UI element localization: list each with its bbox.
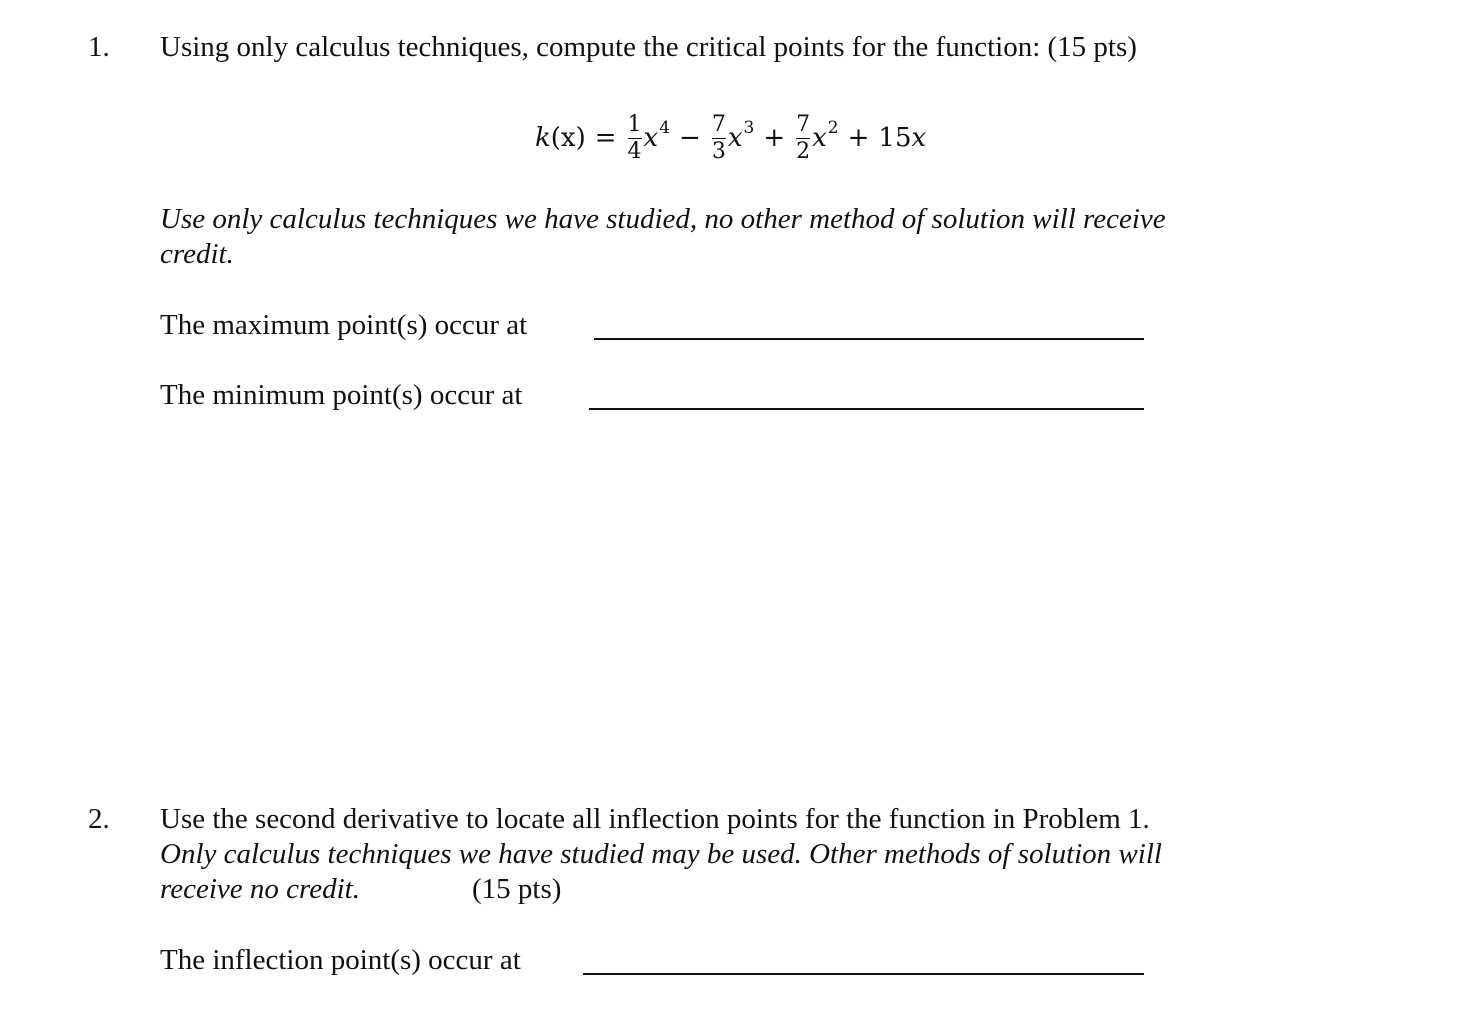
problem-2-points: (15 pts) <box>472 873 562 905</box>
maximum-label: The maximum point(s) occur at <box>160 309 528 341</box>
fraction-denominator: 3 <box>711 138 726 164</box>
problem-1-note-line-1: Use only calculus techniques we have studied, no other method of solution will receive <box>160 203 1166 235</box>
fraction-seven-thirds <box>712 113 726 162</box>
maximum-answer-line[interactable] <box>594 338 1144 340</box>
minus-sign: − <box>679 123 701 153</box>
fraction-one-quarter <box>628 113 642 162</box>
plus-sign: + <box>847 123 870 153</box>
problem-2-number: 2. <box>88 803 110 835</box>
problem-1-prompt: Using only calculus techniques, compute the critical points for the function: (15 pts) <box>160 31 1137 63</box>
function-name: k <box>535 123 551 153</box>
inflection-answer-line[interactable] <box>583 973 1144 975</box>
equals-sign: = <box>594 123 617 153</box>
problem-2-line-1: Use the second derivative to locate all inflection points for the function in Problem 1. <box>160 803 1150 835</box>
variable-x: x <box>643 123 659 153</box>
exponent: 4 <box>659 118 671 138</box>
fraction-seven-halves <box>796 113 810 162</box>
fraction-numerator: 7 <box>796 112 811 138</box>
plus-sign: + <box>763 123 786 153</box>
minimum-answer-line[interactable] <box>589 408 1144 410</box>
variable-x: x <box>911 123 927 153</box>
minimum-label: The minimum point(s) occur at <box>160 379 523 411</box>
linear-coefficient: 15 <box>878 123 912 153</box>
problem-2-line-3: receive no credit. <box>160 873 360 905</box>
function-equation <box>535 98 926 178</box>
fraction-numerator: 1 <box>627 112 642 138</box>
fraction-denominator: 2 <box>796 138 811 164</box>
exponent: 3 <box>743 118 755 138</box>
fraction-numerator: 7 <box>711 112 726 138</box>
variable-x: x <box>812 123 827 153</box>
inflection-label: The inflection point(s) occur at <box>160 944 521 976</box>
variable-x: x <box>727 123 743 153</box>
fraction-denominator: 4 <box>627 138 642 164</box>
problem-1-note-line-2: credit. <box>160 238 234 270</box>
problem-2-line-2: Only calculus techniques we have studied may be used. Other methods of solution will <box>160 838 1162 870</box>
problem-1-number: 1. <box>88 31 110 63</box>
function-argument: (x) <box>550 123 586 153</box>
exponent: 2 <box>827 118 839 138</box>
